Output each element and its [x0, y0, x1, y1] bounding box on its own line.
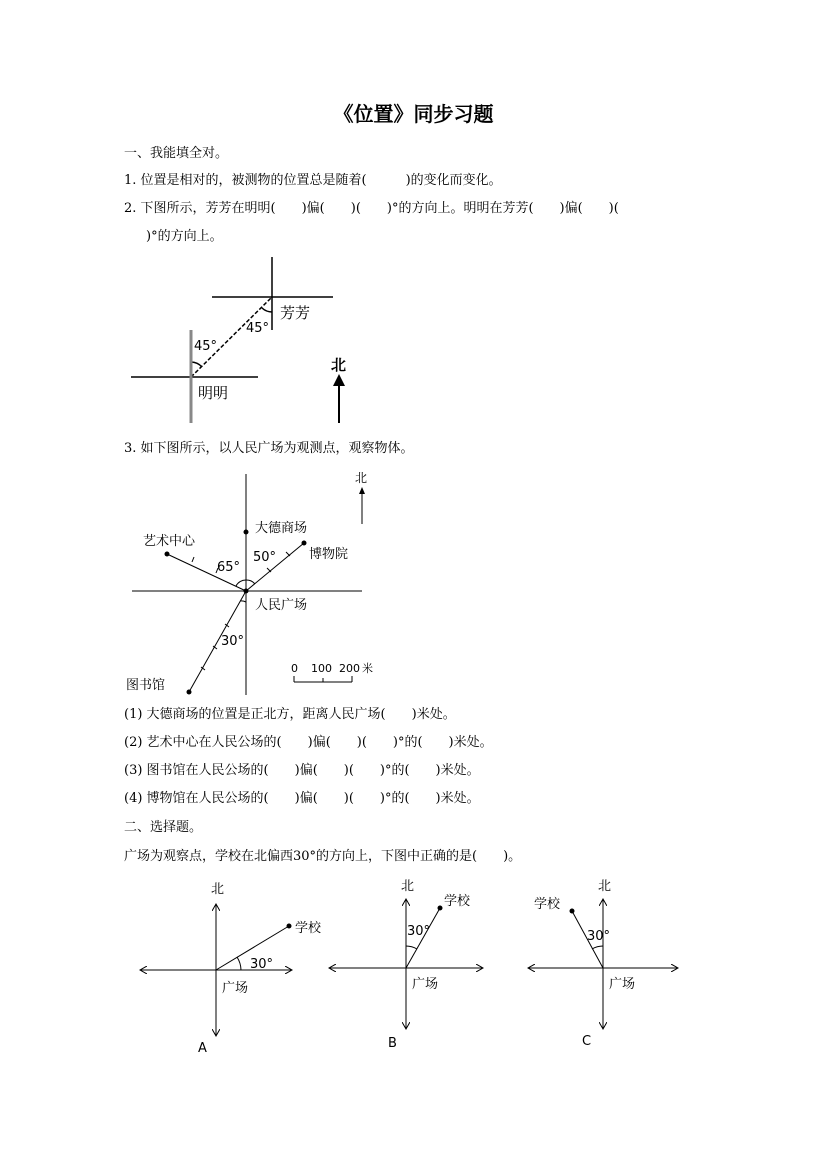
- tick-art-1: [216, 568, 218, 573]
- point-art-center: [165, 552, 170, 557]
- option-a-angle: 30°: [250, 957, 274, 972]
- fig1-angle-1: 45°: [194, 339, 218, 354]
- scale-0: 0: [291, 662, 298, 675]
- point-dade: [244, 530, 249, 535]
- tick-museum-1: [267, 568, 271, 572]
- fig2-north-label: 北: [355, 471, 368, 485]
- section2-heading: 二、选择题。: [124, 820, 203, 835]
- label-center: 人民广场: [255, 598, 308, 613]
- ray-art-center: [167, 554, 246, 591]
- option-b-school: 学校: [444, 894, 471, 909]
- option-c-diagram: [529, 900, 677, 1028]
- angle-arc-1: [191, 362, 202, 367]
- option-c-school: 学校: [534, 897, 561, 912]
- fig1-name-mingming: 明明: [198, 384, 229, 402]
- arc-65: [236, 580, 246, 586]
- tick-art-2: [192, 557, 194, 562]
- north-arrow-head: [333, 374, 345, 386]
- option-a-diagram: [141, 905, 291, 1035]
- page-title: 《位置》同步习题: [333, 102, 494, 126]
- label-library: 图书馆: [126, 678, 166, 693]
- point-museum: [302, 541, 307, 546]
- question-3-sub-1: (1) 大德商场的位置是正北方，距离人民广场( )米处。: [124, 707, 456, 722]
- question-3-sub-3: (3) 图书馆在人民公场的( )偏( )( )°的( )米处。: [124, 763, 480, 778]
- option-b-north: 北: [401, 879, 415, 894]
- section1-heading: 一、我能填全对。: [124, 146, 229, 161]
- point-library: [187, 690, 192, 695]
- ray-museum: [246, 543, 304, 591]
- connecting-line: [191, 297, 272, 377]
- tick-museum-2: [286, 552, 290, 556]
- fig1-angle-2: 45°: [246, 321, 270, 336]
- scale-100: 100: [311, 662, 332, 675]
- option-b-square: 广场: [412, 977, 439, 992]
- arc-50: [246, 580, 255, 584]
- option-a-label: A: [198, 1041, 207, 1056]
- option-c-label: C: [582, 1034, 592, 1049]
- scale-200: 200: [339, 662, 360, 675]
- section2-question: 广场为观察点，学校在北偏西30°的方向上，下图中正确的是( )。: [124, 849, 522, 864]
- question-3-intro: 3. 如下图所示，以人民广场为观测点，观察物体。: [124, 441, 414, 456]
- option-a-school: 学校: [295, 921, 322, 936]
- label-dade: 大德商场: [255, 521, 308, 536]
- label-art-center: 艺术中心: [143, 534, 196, 549]
- tick-library-3: [201, 667, 205, 670]
- option-c-square: 广场: [609, 977, 636, 992]
- option-c-angle: 30°: [587, 929, 611, 944]
- scale-unit: 米: [362, 662, 373, 675]
- question-3-sub-2: (2) 艺术中心在人民公场的( )偏( )( )°的( )米处。: [124, 735, 493, 750]
- label-museum: 博物院: [309, 547, 349, 562]
- question-2-line1: 2. 下图所示，芳芳在明明( )偏( )( )°的方向上。明明在芳芳( )偏( )(: [124, 201, 619, 216]
- option-a-north: 北: [211, 882, 225, 897]
- fig1-north-label: 北: [331, 356, 347, 374]
- angle-65: 65°: [217, 560, 241, 575]
- question-2-line2: )°的方向上。: [146, 229, 223, 244]
- option-b-label: B: [388, 1036, 397, 1051]
- ray-library: [189, 591, 246, 692]
- tick-library-2: [213, 646, 217, 649]
- option-a-square: 广场: [222, 981, 249, 996]
- angle-30: 30°: [221, 634, 245, 649]
- angle-50: 50°: [253, 550, 277, 565]
- north-arrow-head: [359, 487, 365, 494]
- tick-library-1: [225, 624, 229, 627]
- fig1-name-fangfang: 芳芳: [280, 304, 311, 322]
- question-3-sub-4: (4) 博物馆在人民公场的( )偏( )( )°的( )米处。: [124, 791, 480, 806]
- question-1: 1. 位置是相对的，被测物的位置总是随着( )的变化而变化。: [124, 173, 502, 188]
- arc-30: [240, 601, 246, 602]
- angle-arc-2: [262, 308, 272, 312]
- point-center: [244, 589, 249, 594]
- option-b-angle: 30°: [407, 924, 431, 939]
- option-b-diagram: [330, 900, 482, 1028]
- option-c-north: 北: [598, 879, 612, 894]
